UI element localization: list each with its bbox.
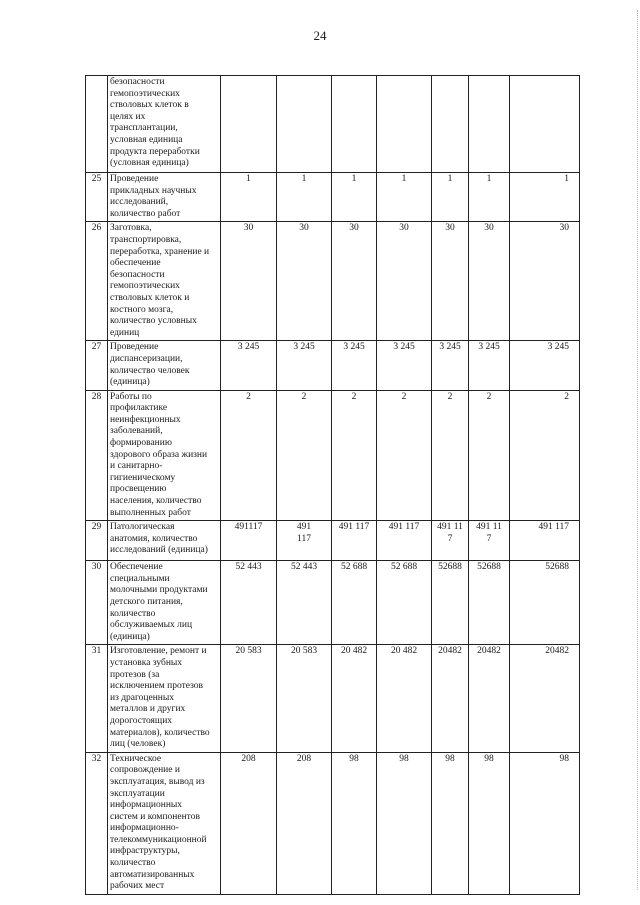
row-value-2: 1 <box>277 173 332 222</box>
row-value-3: 52 688 <box>332 561 377 645</box>
row-value-2: 3 245 <box>277 341 332 390</box>
row-number: 31 <box>86 645 108 752</box>
row-value-1: 52 443 <box>221 561 277 645</box>
row-value-4: 2 <box>377 390 432 521</box>
row-value-1: 30 <box>221 222 277 341</box>
row-description <box>108 390 221 521</box>
page-number: 24 <box>313 28 327 43</box>
row-description <box>108 341 221 390</box>
table-row <box>86 173 580 222</box>
row-description-text: Изготовление, ремонт и установка зубных протезов (за исключением протезов из драгоценных металлов и других дорогостоящих материалов), количество лиц (человек) <box>110 646 210 750</box>
row-value-4: 3 245 <box>377 341 432 390</box>
row-value-7: 30 <box>510 222 580 341</box>
row-value-3: 1 <box>332 173 377 222</box>
row-value-6: 3 245 <box>469 341 510 390</box>
row-value-7: 3 245 <box>510 341 580 390</box>
table-row <box>86 561 580 645</box>
table-row <box>86 521 580 561</box>
row-value-7: 98 <box>510 752 580 894</box>
row-value-6: 491 11 7 <box>469 521 510 561</box>
row-value-7: 2 <box>510 390 580 521</box>
row-value-5: 98 <box>432 752 469 894</box>
services-table <box>85 75 580 895</box>
row-value-1: 1 <box>221 173 277 222</box>
row-value-3: 2 <box>332 390 377 521</box>
table-row <box>86 390 580 521</box>
row-value-5: 3 245 <box>432 341 469 390</box>
row-value-6: 30 <box>469 222 510 341</box>
table-row <box>86 341 580 390</box>
row-value-6: 20482 <box>469 645 510 752</box>
row-value-6: 1 <box>469 173 510 222</box>
row-value-1 <box>221 76 277 173</box>
row-value-4 <box>377 76 432 173</box>
row-description <box>108 76 221 173</box>
row-value-2: 30 <box>277 222 332 341</box>
row-description <box>108 521 221 561</box>
row-value-2: 491 117 <box>277 521 332 561</box>
row-value-5: 30 <box>432 222 469 341</box>
row-number: 25 <box>86 173 108 222</box>
row-description-text: Обеспечение специальными молочными продуктами детского питания, количество обслуживаемых лиц (единица) <box>110 562 208 642</box>
row-value-4: 20 482 <box>377 645 432 752</box>
row-description-text: Проведение прикладных научных исследований, количество работ <box>110 174 197 219</box>
row-description <box>108 752 221 894</box>
row-description <box>108 561 221 645</box>
row-value-4: 52 688 <box>377 561 432 645</box>
row-value-5: 1 <box>432 173 469 222</box>
row-value-7: 491 117 <box>510 521 580 561</box>
row-description-text: Проведение диспансеризации, количество человек (единица) <box>110 342 190 388</box>
row-value-2: 208 <box>277 752 332 894</box>
row-value-4: 491 117 <box>377 521 432 561</box>
row-value-2 <box>277 76 332 173</box>
row-value-6 <box>469 76 510 173</box>
table-row <box>86 76 580 173</box>
row-value-2: 2 <box>277 390 332 521</box>
row-value-3 <box>332 76 377 173</box>
row-value-6: 98 <box>469 752 510 894</box>
row-description <box>108 645 221 752</box>
row-value-2: 20 583 <box>277 645 332 752</box>
row-value-7: 52688 <box>510 561 580 645</box>
row-number: 32 <box>86 752 108 894</box>
row-value-5 <box>432 76 469 173</box>
row-number: 28 <box>86 390 108 521</box>
row-value-1: 208 <box>221 752 277 894</box>
row-number: 30 <box>86 561 108 645</box>
row-value-1: 491117 <box>221 521 277 561</box>
row-description <box>108 173 221 222</box>
row-number: 26 <box>86 222 108 341</box>
row-value-3: 491 117 <box>332 521 377 561</box>
row-value-3: 20 482 <box>332 645 377 752</box>
row-value-7: 1 <box>510 173 580 222</box>
row-value-6: 2 <box>469 390 510 521</box>
row-description-text: Техническое сопровождение и эксплуатация, вывод из эксплуатации информационных систем и компонентов информационно- телекоммуникационной инфраструктуры, количество автоматизированных рабочих мест <box>110 753 207 892</box>
row-description-text: Заготовка, транспортировка, переработка, хранение и обеспечение безопасности гемопоэтических стволовых клеток и костного мозга, количество условных единиц <box>110 223 210 338</box>
row-value-4: 30 <box>377 222 432 341</box>
row-value-6: 52688 <box>469 561 510 645</box>
row-value-3: 98 <box>332 752 377 894</box>
row-value-3: 30 <box>332 222 377 341</box>
row-value-4: 98 <box>377 752 432 894</box>
row-value-1: 20 583 <box>221 645 277 752</box>
row-value-7 <box>510 76 580 173</box>
row-value-5: 2 <box>432 390 469 521</box>
row-number: 29 <box>86 521 108 561</box>
row-description-text: безопасности гемопоэтических стволовых клеток в целях их трансплантации, условная единица продукта переработки (условная единица) <box>110 77 200 169</box>
row-number <box>86 76 108 173</box>
row-number: 27 <box>86 341 108 390</box>
row-value-1: 3 245 <box>221 341 277 390</box>
row-value-5: 491 11 7 <box>432 521 469 561</box>
row-description-text: Патологическая анатомия, количество исследований (единица) <box>110 522 208 556</box>
row-value-2: 52 443 <box>277 561 332 645</box>
row-value-5: 20482 <box>432 645 469 752</box>
scan-edge <box>635 10 638 890</box>
row-value-1: 2 <box>221 390 277 521</box>
row-description <box>108 222 221 341</box>
table-row <box>86 222 580 341</box>
row-value-3: 3 245 <box>332 341 377 390</box>
row-description-text: Работы по профилактике неинфекционных заболеваний, формированию здорового образа жизни и санитарно- гигиеническому просвещению населения, количество выполненных работ <box>110 391 208 518</box>
row-value-5: 52688 <box>432 561 469 645</box>
row-value-7: 20482 <box>510 645 580 752</box>
table-row <box>86 645 580 752</box>
row-value-4: 1 <box>377 173 432 222</box>
table-row <box>86 752 580 894</box>
